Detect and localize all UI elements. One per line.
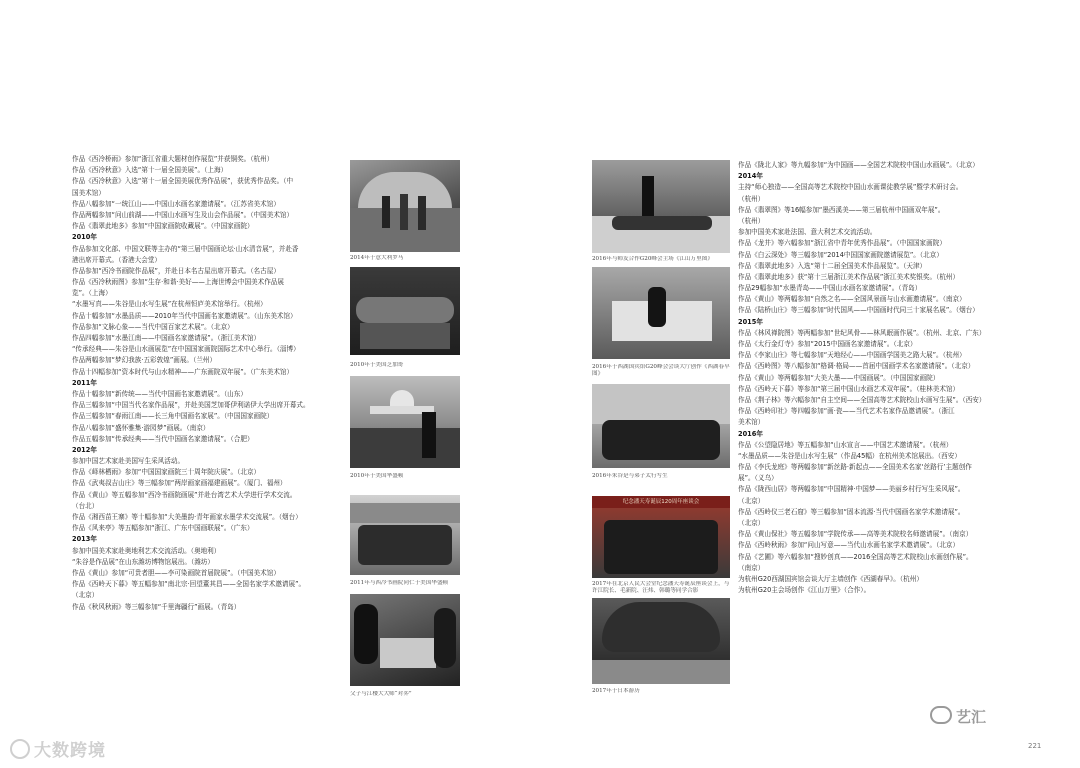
chronology-line: 览”。（上海） <box>72 289 112 298</box>
chronology-line: “朱谷是作品展”在山东潍坊博物馆展出。（潍坊） <box>72 557 214 566</box>
chronology-line: 作品两幅参加“梦幻我族·五彩敦煌”画展。（兰州） <box>72 356 217 365</box>
chronology-line: 作品两幅参加“问山前湖——中国山水画写生及山会作品展”。（中国美术馆） <box>72 210 294 219</box>
chronology-line: 作品《西岭印社》等四幅参加“画·瓷——当代艺术名家作品邀请展”。（浙江 <box>738 407 955 416</box>
chronology-line: 作品参加“文脉心象——当代中国百家艺术展”。（北京） <box>72 322 234 331</box>
chat-bubble-icon <box>930 706 952 724</box>
year-heading: 2015年 <box>738 317 763 326</box>
chronology-line: （杭州） <box>738 216 765 225</box>
chronology-line: 作品《峄林栖雨》参加“中国国家画院三十周年院庆展”。（北京） <box>72 468 261 477</box>
watermark-right-label: 艺汇 <box>956 708 987 726</box>
photo-group-dinner <box>350 267 460 355</box>
chronology-line: 参加中国美术家赴法国、意大利艺术交流活动。 <box>738 228 877 237</box>
chronology-line: 主持“师心独造——全国高等艺术院校中国山水画课徒教学展”暨学术研讨会。 <box>738 183 963 192</box>
chronology-line: 作品《黄山保社》等五幅参加“学院传承——高等美术院校名师邀请展”。（南京） <box>738 530 973 539</box>
photo-tree <box>592 598 730 684</box>
caption-colosseum: 2014年于意大利罗马 <box>350 255 404 261</box>
photo-anniversary <box>592 496 730 578</box>
chronology-line: 作品《西岭仪三老石窟》等三幅参加“固本流源·当代中国画名家学术邀请展”。 <box>738 507 965 516</box>
chronology-line: （北京） <box>738 519 765 527</box>
year-heading: 2013年 <box>72 535 97 544</box>
chronology-line: “水墨品质——朱谷是山水写生展”（作品45幅）在杭州美术馆展出。（西安） <box>738 451 961 460</box>
caption-g20-painting: 2016年与师友合作G20峰会主场《江山万里图》 <box>592 256 713 262</box>
year-heading: 2016年 <box>738 429 763 438</box>
year-heading: 2014年 <box>738 172 763 181</box>
chronology-line: 作品《西岭天下暮》等五幅参加“南北宗·回望董其昌——全国名家学术邀请展”。 <box>72 580 306 589</box>
caption-group-dinner: 2010年于美国芝加哥 <box>350 362 404 368</box>
anniversary-banner: 纪念潘天寿诞辰120周年座谈会 <box>592 496 730 508</box>
chronology-line: 作品《艺圃》等六幅参加“搜妙创真——2016全国高等艺术院校山水画创作展”。 <box>738 552 973 561</box>
photo-capitol <box>350 376 460 468</box>
chronology-line: 作品《西岭天下暮》等参加“第三届中国山水画艺术双年展”。（桂林美术馆） <box>738 384 960 393</box>
chronology-line: 展”。（义乌） <box>738 474 778 483</box>
chronology-line: 作品参加文化部、中国文联等主办的“第三届中国画论坛·山水清音展”，并赴香 <box>72 244 299 253</box>
caption-go-game: 父子与江楼大大师“对弈” <box>350 691 412 697</box>
chronology-line: 作品《林风禅院图》等两幅参加“世纪风骨——林风眠画作展”。（杭州、北京、广东） <box>738 328 986 337</box>
chronology-line: 作品29幅参加“水墨青岛——中国山水画名家邀请展”。（青岛） <box>738 284 922 293</box>
chronology-line: 作品《翡翠此地多》入选“第十二届全国美术作品展览”。（天津） <box>738 261 927 270</box>
chronology-line: 作品四幅参加“水墨江南——中国画名家邀请展”。（浙江美术馆） <box>72 334 261 342</box>
chronology-line: 作品《黄山》等五幅参加“西冷书画院画展”并赴台湾艺术大学进行学术交流。 <box>72 490 297 499</box>
chronology-line: （台北） <box>72 501 99 510</box>
chronology-line: 港出席开幕式。（香港大会堂） <box>72 255 162 264</box>
chronology-line: 为杭州G20主会场创作《江山万里》（合作）。 <box>738 586 871 595</box>
chronology-line: “水墨写真——朱谷是山水写生展”在杭州恒庐美术馆举行。（杭州） <box>72 300 267 309</box>
chronology-line: 作品《湘西苗王寨》等十幅参加“大美墨韵·青年画家水墨学术交流展”。（烟台） <box>72 513 302 521</box>
chronology-line: 作品《黄山》等两幅参加“大美大墨——中国画展”。（中国国家画院） <box>738 373 940 382</box>
chronology-line: 作品《黄山》等两幅参加“自然之名——全国风景画与山水画邀请展”。（南京） <box>738 295 966 304</box>
photo-g20-painting <box>592 160 730 253</box>
year-heading: 2010年 <box>72 233 97 242</box>
chronology-line: （北京） <box>738 496 765 505</box>
chronology-line: 作品《陇北人家》等九幅参加“为中国画——全国艺术院校中国山水画展”。（北京） <box>738 161 979 169</box>
chronology-line: 作品《西岭秋雨》参加“问山写意——当代山水画名家学术邀请展”。（北京） <box>738 541 960 550</box>
chronology-line: 作品八幅参加“盛怀雅集·游园梦”画展。（南京） <box>72 423 210 432</box>
chronology-line: （南京） <box>738 563 765 572</box>
caption-capitol: 2010年于美国华盛顿 <box>350 473 404 479</box>
chronology-line: 作品《陆桥山庄》等三幅参加“时代国风——中国画时代同三十家展名展”。（烟台） <box>738 306 979 315</box>
chronology-line: 作品参加“西冷书画院作品展”，并赴日本名古屋出席开幕式。（名古屋） <box>72 266 280 275</box>
chronology-line: 作品《秋风秋雨》等三幅参加“千里海疆行”画展。（青岛） <box>72 602 241 611</box>
chronology-line: 作品《西冷秋意》入选“第十一届全国美展优秀作品展”，获优秀作品奖。（中 <box>72 177 294 186</box>
chronology-line: 参加中国艺术家赴美国写生采风活动。 <box>72 457 185 466</box>
page-number: 221 <box>1028 742 1042 750</box>
photo-colosseum <box>350 160 460 252</box>
year-heading: 2012年 <box>72 445 97 454</box>
chronology-line: 国美术馆） <box>72 188 105 197</box>
caption-group-outdoor: 2011年与西冷书画院同仁于美国华盛顿 <box>350 580 449 586</box>
watermark-right <box>930 706 986 727</box>
chronology-line: 作品《风来亭》等五幅参加“浙江、广东中国画联展”。（广东） <box>72 524 254 533</box>
chronology-line: 为杭州G20西湖国宾馆会谈大厅主墙创作《西湖春早》。（杭州） <box>738 574 923 583</box>
photo-g20-studio <box>592 267 730 359</box>
chronology-line: 作品《陇西山居》等两幅参加“中国精神·中国梦——美丽乡村行写生采风展”。 <box>738 485 965 494</box>
chronology-line: 作品《李家山庄》等七幅参加“天地经心——中国画学国美之路大展”。（杭州） <box>738 351 966 360</box>
caption-tree: 2017年于日本游历 <box>592 688 640 694</box>
chronology-line: 作品《李氏龙庭》等两幅参加“新丝路·新起点——全国美术名家‘丝路行’主题创作 <box>738 463 972 472</box>
chronology-line: 作品《西冷桥雨》参加“浙江省重大题材创作展览”并获铜奖。（杭州） <box>72 155 274 163</box>
photo-ink-painting-group <box>592 384 730 468</box>
chronology-line: （北京） <box>72 591 99 600</box>
chronology-line: 作品《荆子林》等六幅参加“自主空间——全国高等艺术院校山水画写生展”。（西安） <box>738 395 986 404</box>
chronology-line: 作品三幅参加“中国当代名家作品展”，并赴美国芝加哥伊利诺伊大学出席开幕式。 <box>72 401 310 410</box>
chronology-line: 作品八幅参加“一统江山——中国山水画名家邀请展”。（江苏省美术馆） <box>72 199 280 208</box>
chronology-line: 作品《黄山》参加“可贵者胆——李可染画院首届院展”。（中国美术馆） <box>72 568 280 577</box>
chronology-line: 作品《太行金灯寺》参加“2015中国画名家邀请展”。（北京） <box>738 340 917 348</box>
caption-anniversary: 2017年在北京人民大会堂纪念潘天寿诞辰座谈会上，与许江院长、毛新院、汪炜、韩璐等同学合影 <box>592 581 730 594</box>
photo-go-game <box>350 594 460 686</box>
chronology-line: 作品《西岭图》等八幅参加“格调·格局——首届中国画学术名家邀请展”。（北京） <box>738 362 975 371</box>
chronology-left-column <box>72 154 350 613</box>
chronology-line: 作品《翡翠图》等16幅参加“墨西溪美——第三届杭州中国画双年展”。 <box>738 205 945 214</box>
year-heading: 2011年 <box>72 378 97 387</box>
chronology-right-column <box>738 160 1028 596</box>
chronology-line: 作品十幅参加“水墨品质——2010年当代中国画名家邀请展”。（山东美术馆） <box>72 311 297 320</box>
chronology-line: 作品《白云深处》等三幅参加“2014中国国家画院邀请展览”。（北京） <box>738 250 943 259</box>
watermark-left <box>10 736 106 761</box>
chronology-line: 作品《西冷秋雨图》参加“生存·和谐·美好——上海世博会中国美术作品展 <box>72 278 285 287</box>
chronology-line: 作品十幅参加“新传统——当代中国画名家邀请展”。（山东） <box>72 389 247 398</box>
chronology-line: “传承经典——朱谷是山水画展览”在中国国家画院国际艺术中心举行。（淄博） <box>72 345 300 354</box>
chronology-line: 作品《翡翠此地多》获“第十三届浙江美术作品展”浙江美术奖银奖。（杭州） <box>738 272 960 281</box>
watermark-left-label: 大数跨境 <box>34 741 106 761</box>
chronology-line: 作品《公望隐居地》等五幅参加“山水宣言——中国艺术邀请展”。（杭州） <box>738 440 953 449</box>
chronology-line: （杭州） <box>738 194 765 203</box>
photo-group-outdoor <box>350 495 460 575</box>
chronology-line: 作品《武夷叔吉山庄》等三幅参加“两岸画家画福建画展”。（厦门、福州） <box>72 479 287 488</box>
chronology-line: 作品五幅参加“传承经典——当代中国画名家邀请展”。（合肥） <box>72 434 254 443</box>
chronology-line: 作品《西冷秋意》入选“第十一届全国美展”。（上海） <box>72 166 228 175</box>
chronology-line: 作品《翡翠此地多》参加“中国家画院收藏展”。（中国家画院） <box>72 222 254 231</box>
logo-ring-icon <box>10 739 30 759</box>
chronology-line: 美术馆） <box>738 418 765 427</box>
chronology-line: 参加中国美术家赴奥地利艺术交流活动。（奥地利） <box>72 546 221 555</box>
chronology-line: 作品三幅参加“春雨江南——长三角中国画名家展”。（中国国家画院） <box>72 412 274 421</box>
caption-ink-painting-group: 2016年朱谷是与弟子太行写生 <box>592 473 668 479</box>
caption-g20-studio: 2016年于西湖国宾馆G20峰会会谈大厅创作《西湖春早图》 <box>592 364 730 377</box>
chronology-line: 作品十四幅参加“资本时代与山水精神——广东画院双年展”。（广东美术馆） <box>72 367 294 376</box>
chronology-line: 作品《龙井》等六幅参加“浙江省中青年优秀作品展”。（中国国家画院） <box>738 239 946 248</box>
